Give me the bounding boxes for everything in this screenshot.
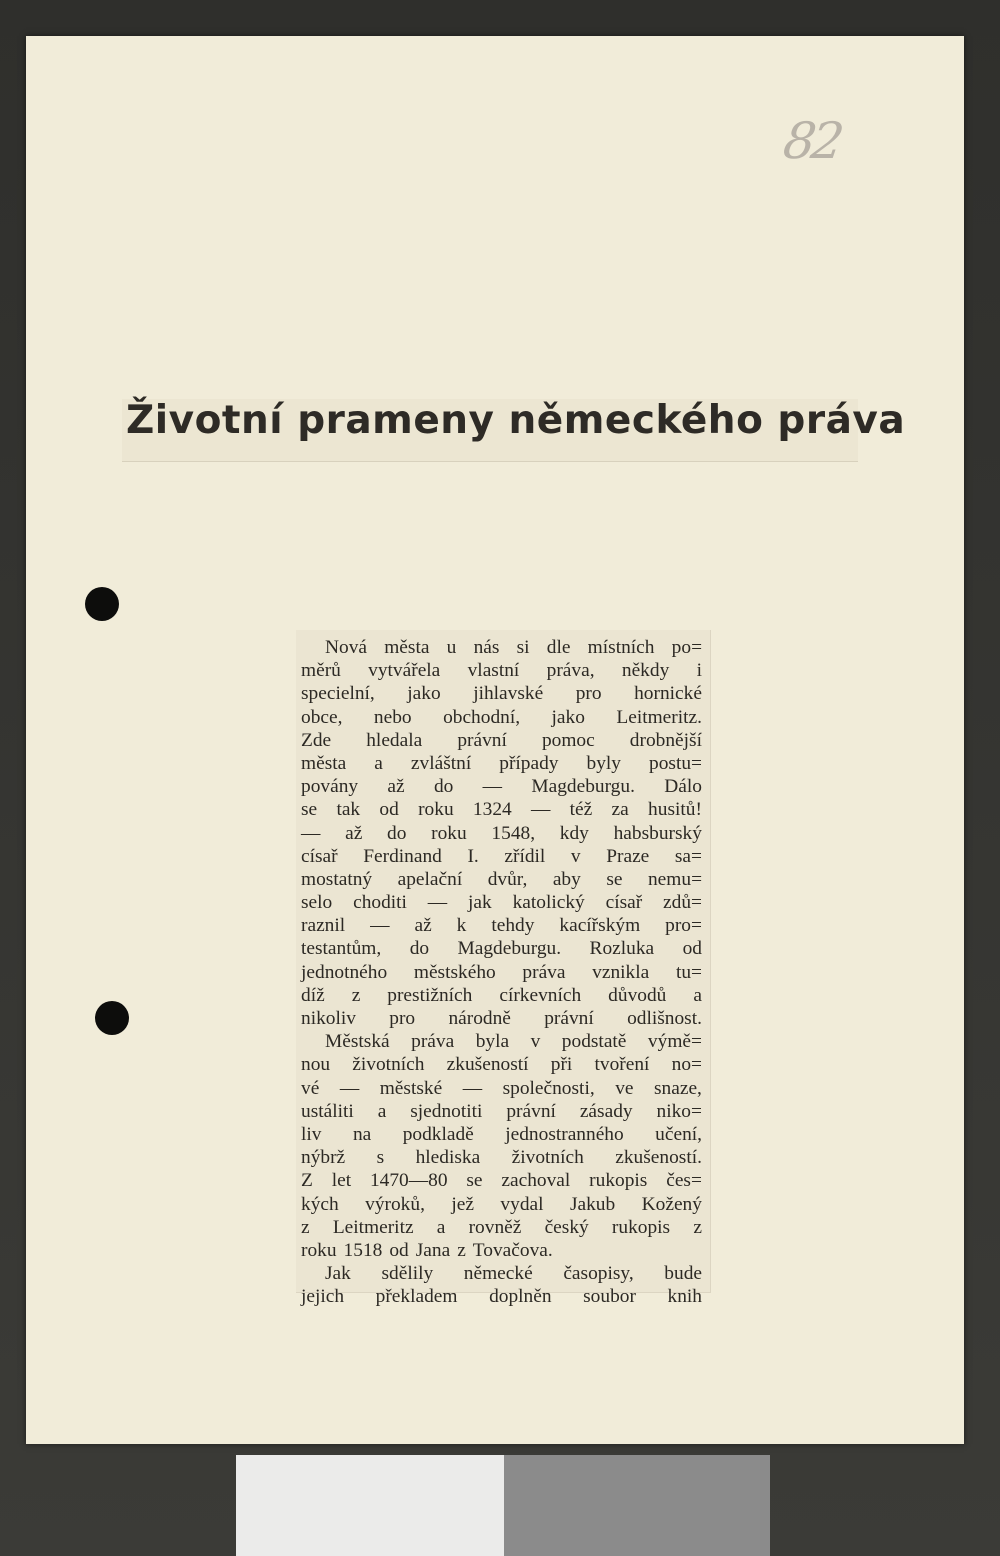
article-line [301, 984, 702, 1007]
article-word: císař [301, 845, 338, 867]
article-word: Leitmeritz. [616, 706, 702, 728]
article-word: od [379, 799, 399, 821]
article-word: si [516, 637, 530, 658]
article-word: doplněn [489, 1286, 552, 1308]
article-word: případy [499, 752, 559, 774]
article-word: ustáliti [301, 1100, 354, 1122]
article-word: se [606, 868, 623, 890]
article-word: — [339, 1077, 360, 1099]
article-line [301, 961, 702, 984]
article-word: odlišnost. [627, 1008, 702, 1029]
article-word: jihlavské [473, 683, 544, 705]
article-word: povány [301, 776, 359, 798]
article-word: k [456, 915, 467, 937]
punch-hole-icon [95, 1001, 129, 1035]
article-word: městské [379, 1077, 443, 1099]
article-line [301, 729, 702, 752]
article-word: let [331, 1170, 352, 1192]
article-word: ve [615, 1077, 634, 1099]
article-word: pro= [665, 915, 702, 937]
article-word: čes= [666, 1170, 702, 1192]
article-word: rukopis [589, 1170, 648, 1192]
article-word: vznikla [592, 961, 650, 983]
article-word: životních [511, 1147, 584, 1169]
handwritten-page-number: 82 [779, 112, 844, 170]
article-line [301, 1146, 702, 1169]
article-word: někdy [621, 660, 670, 682]
article-word: práva [411, 1031, 455, 1053]
article-word: sa= [674, 845, 702, 867]
article-line [301, 775, 702, 798]
article-word: selo [301, 892, 333, 914]
article-word: společnosti, [502, 1077, 595, 1099]
article-word: tak [336, 799, 361, 821]
article-word: životních [352, 1054, 425, 1076]
article-word: tu= [675, 961, 702, 983]
article-word: tehdy [491, 915, 535, 937]
article-word: zásady [579, 1100, 633, 1122]
article-word: Magdeburgu. [531, 776, 635, 798]
article-word: katolický [512, 892, 585, 914]
article-word: až [387, 776, 405, 798]
article-word: a [377, 1100, 387, 1122]
article-word: se [466, 1170, 483, 1192]
article-word: jež [451, 1193, 474, 1215]
article-word: sjednotiti [410, 1100, 483, 1122]
article-line [301, 1239, 702, 1262]
article-word: právní [506, 1100, 556, 1122]
article-word: niko= [656, 1100, 702, 1122]
article-word: z [457, 1239, 466, 1261]
article-word: na [352, 1123, 372, 1145]
article-word: zachoval [501, 1170, 571, 1192]
article-word: právní [544, 1008, 594, 1029]
article-word: za [611, 799, 629, 821]
article-word: nás [473, 637, 500, 658]
article-word: z [301, 1216, 310, 1238]
article-line [301, 1100, 702, 1123]
article-word: výroků, [365, 1193, 425, 1215]
article-line [301, 1216, 702, 1239]
article-line [301, 1030, 702, 1053]
article-word: jednostranného [505, 1123, 624, 1145]
article-line [301, 1077, 702, 1100]
article-word: nebo [373, 706, 412, 728]
article-line [301, 682, 702, 705]
article-word: výmě= [647, 1031, 702, 1053]
article-word: z [351, 984, 361, 1006]
article-word: Dálo [664, 776, 702, 798]
article-line [301, 798, 702, 821]
article-word: obce, [301, 706, 343, 728]
article-word: zdů= [663, 892, 702, 914]
article-word: testantům, [301, 938, 382, 960]
article-word: kacířským [559, 915, 641, 937]
article-word: sdělily [381, 1263, 434, 1285]
article-word: Městská [325, 1031, 390, 1053]
article-word: hornické [634, 683, 702, 705]
article-line [301, 1123, 702, 1146]
article-word: raznil [301, 915, 346, 937]
article-word: — [427, 892, 448, 914]
article-line [301, 868, 702, 891]
article-word: zkušeností [446, 1054, 529, 1076]
article-word: též [569, 799, 593, 821]
article-word: Jak [325, 1263, 351, 1285]
article-word: německé [463, 1263, 533, 1285]
article-word: i [696, 660, 702, 682]
article-word: vé [301, 1077, 320, 1099]
article-word: měrů [301, 660, 341, 682]
article-word: byly [586, 752, 621, 774]
article-word: — [530, 799, 551, 821]
article-word: u [446, 637, 457, 658]
article-word: 1470—80 [369, 1170, 448, 1192]
article-word: jako [407, 683, 441, 705]
article-word: důvodů [608, 984, 667, 1006]
article-word: po= [671, 637, 702, 658]
article-word: rovněž [468, 1216, 522, 1238]
article-word: obchodní, [443, 706, 521, 728]
article-word: — [370, 915, 390, 937]
article-line [301, 891, 702, 914]
article-word: hlediska [415, 1147, 481, 1169]
article-word: prestižních [387, 984, 473, 1006]
article-word: roku [431, 822, 467, 844]
article-word: učení, [655, 1123, 702, 1145]
article-word: podstatě [561, 1031, 627, 1053]
article-word: do [409, 938, 430, 960]
article-word: jak [468, 892, 492, 914]
article-word: Jana [415, 1239, 451, 1261]
article-word: podkladě [402, 1123, 474, 1145]
article-title: Životní prameny německého práva [126, 398, 906, 443]
article-word: habsburský [613, 822, 702, 844]
article-word: nikoliv [301, 1008, 356, 1029]
article-line [301, 1053, 702, 1076]
article-word: s [376, 1147, 385, 1169]
article-word: snaze, [654, 1077, 702, 1099]
article-body [301, 636, 702, 1308]
article-word: drobnější [629, 729, 702, 751]
article-line [301, 706, 702, 729]
article-word: Tovačova. [472, 1239, 553, 1261]
article-word: díž [301, 984, 325, 1006]
article-word: no= [671, 1054, 702, 1076]
article-word: zřídil [504, 845, 546, 867]
article-word: do [387, 822, 407, 844]
article-word: vytvářela [368, 660, 441, 682]
article-word: Jakub [569, 1193, 616, 1215]
article-line [301, 1169, 702, 1192]
article-word: Ferdinand [363, 845, 442, 867]
article-word: apelační [397, 868, 463, 890]
article-word: pro [389, 1008, 416, 1029]
article-line [301, 1285, 702, 1308]
article-word: do [433, 776, 454, 798]
article-word: tvoření [594, 1054, 650, 1076]
article-word: se [301, 799, 318, 821]
article-word: Leitmeritz [332, 1216, 414, 1238]
scan-calibration-strip-white [236, 1455, 504, 1556]
scan-calibration-strip-gray [504, 1455, 770, 1556]
article-word: Zde [301, 729, 332, 751]
article-word: překladem [375, 1286, 458, 1308]
article-word: jejich [301, 1286, 345, 1308]
article-line [301, 1193, 702, 1216]
article-word: — [301, 822, 321, 844]
article-word: roku [301, 1239, 337, 1261]
article-word: kých [301, 1193, 339, 1215]
article-word: od [682, 938, 702, 960]
article-word: nou [301, 1054, 331, 1076]
article-word: právní [457, 729, 507, 751]
article-word: města [301, 752, 347, 774]
article-word: rukopis [611, 1216, 671, 1238]
article-line [301, 1007, 702, 1030]
article-word: soubor [583, 1286, 636, 1308]
article-word: církevních [499, 984, 582, 1006]
article-line [301, 659, 702, 682]
article-word: časopisy, [563, 1263, 634, 1285]
article-word: 1324 [472, 799, 512, 821]
article-word: kdy [559, 822, 589, 844]
article-word: Z [301, 1170, 313, 1192]
article-word: choditi [353, 892, 407, 914]
article-line [301, 752, 702, 775]
article-word: specielní, [301, 683, 375, 705]
article-word: český [544, 1216, 589, 1238]
article-word: Nová [325, 637, 368, 658]
article-word: a [436, 1216, 446, 1238]
article-word: jednotného [301, 961, 388, 983]
article-word: 1518 [343, 1239, 383, 1261]
article-word: zvláštní [410, 752, 472, 774]
article-word: vydal [500, 1193, 544, 1215]
article-word: nýbrž [301, 1147, 346, 1169]
article-word: a [374, 752, 383, 774]
article-word: aby [552, 868, 581, 890]
article-word: v [570, 845, 581, 867]
article-line [301, 845, 702, 868]
article-word: práva [522, 961, 566, 983]
article-line [301, 937, 702, 960]
article-word: zkušeností. [615, 1147, 702, 1169]
article-word: nemu= [647, 868, 702, 890]
article-word: až [414, 915, 432, 937]
article-word: vlastní [467, 660, 520, 682]
article-line [301, 636, 702, 659]
article-word: postu= [649, 752, 702, 774]
article-word: z [693, 1216, 702, 1238]
article-word: — [462, 1077, 483, 1099]
article-word: 1548, [491, 822, 536, 844]
article-word: až [345, 822, 363, 844]
article-word: a [693, 984, 702, 1006]
article-word: dle [546, 637, 571, 658]
article-word: národně [448, 1008, 511, 1029]
article-word: mostatný [301, 868, 373, 890]
article-word: liv [301, 1123, 322, 1145]
article-word: v [530, 1031, 541, 1053]
article-word: I. [467, 845, 479, 867]
article-word: města [384, 637, 430, 658]
article-word: při [550, 1054, 573, 1076]
article-word: jako [551, 706, 585, 728]
article-line [301, 914, 702, 937]
article-word: bude [664, 1263, 702, 1285]
article-word: od [389, 1239, 409, 1261]
article-word: práva, [546, 660, 595, 682]
article-word: hledala [366, 729, 423, 751]
article-word: městského [413, 961, 496, 983]
article-line [301, 822, 702, 845]
article-word: husitů! [648, 799, 702, 821]
article-word: Praze [606, 845, 650, 867]
article-word: Kožený [641, 1193, 702, 1215]
article-word: — [482, 776, 503, 798]
article-line [301, 1262, 702, 1285]
punch-hole-icon [85, 587, 119, 621]
article-word: pro [575, 683, 602, 705]
article-word: místních [587, 637, 655, 658]
article-word: císař [605, 892, 643, 914]
article-word: knih [667, 1286, 702, 1308]
article-word: Magdeburgu. [457, 938, 562, 960]
article-word: Rozluka [589, 938, 655, 960]
article-word: byla [475, 1031, 510, 1053]
article-word: dvůr, [487, 868, 528, 890]
article-word: roku [418, 799, 454, 821]
article-word: pomoc [541, 729, 595, 751]
